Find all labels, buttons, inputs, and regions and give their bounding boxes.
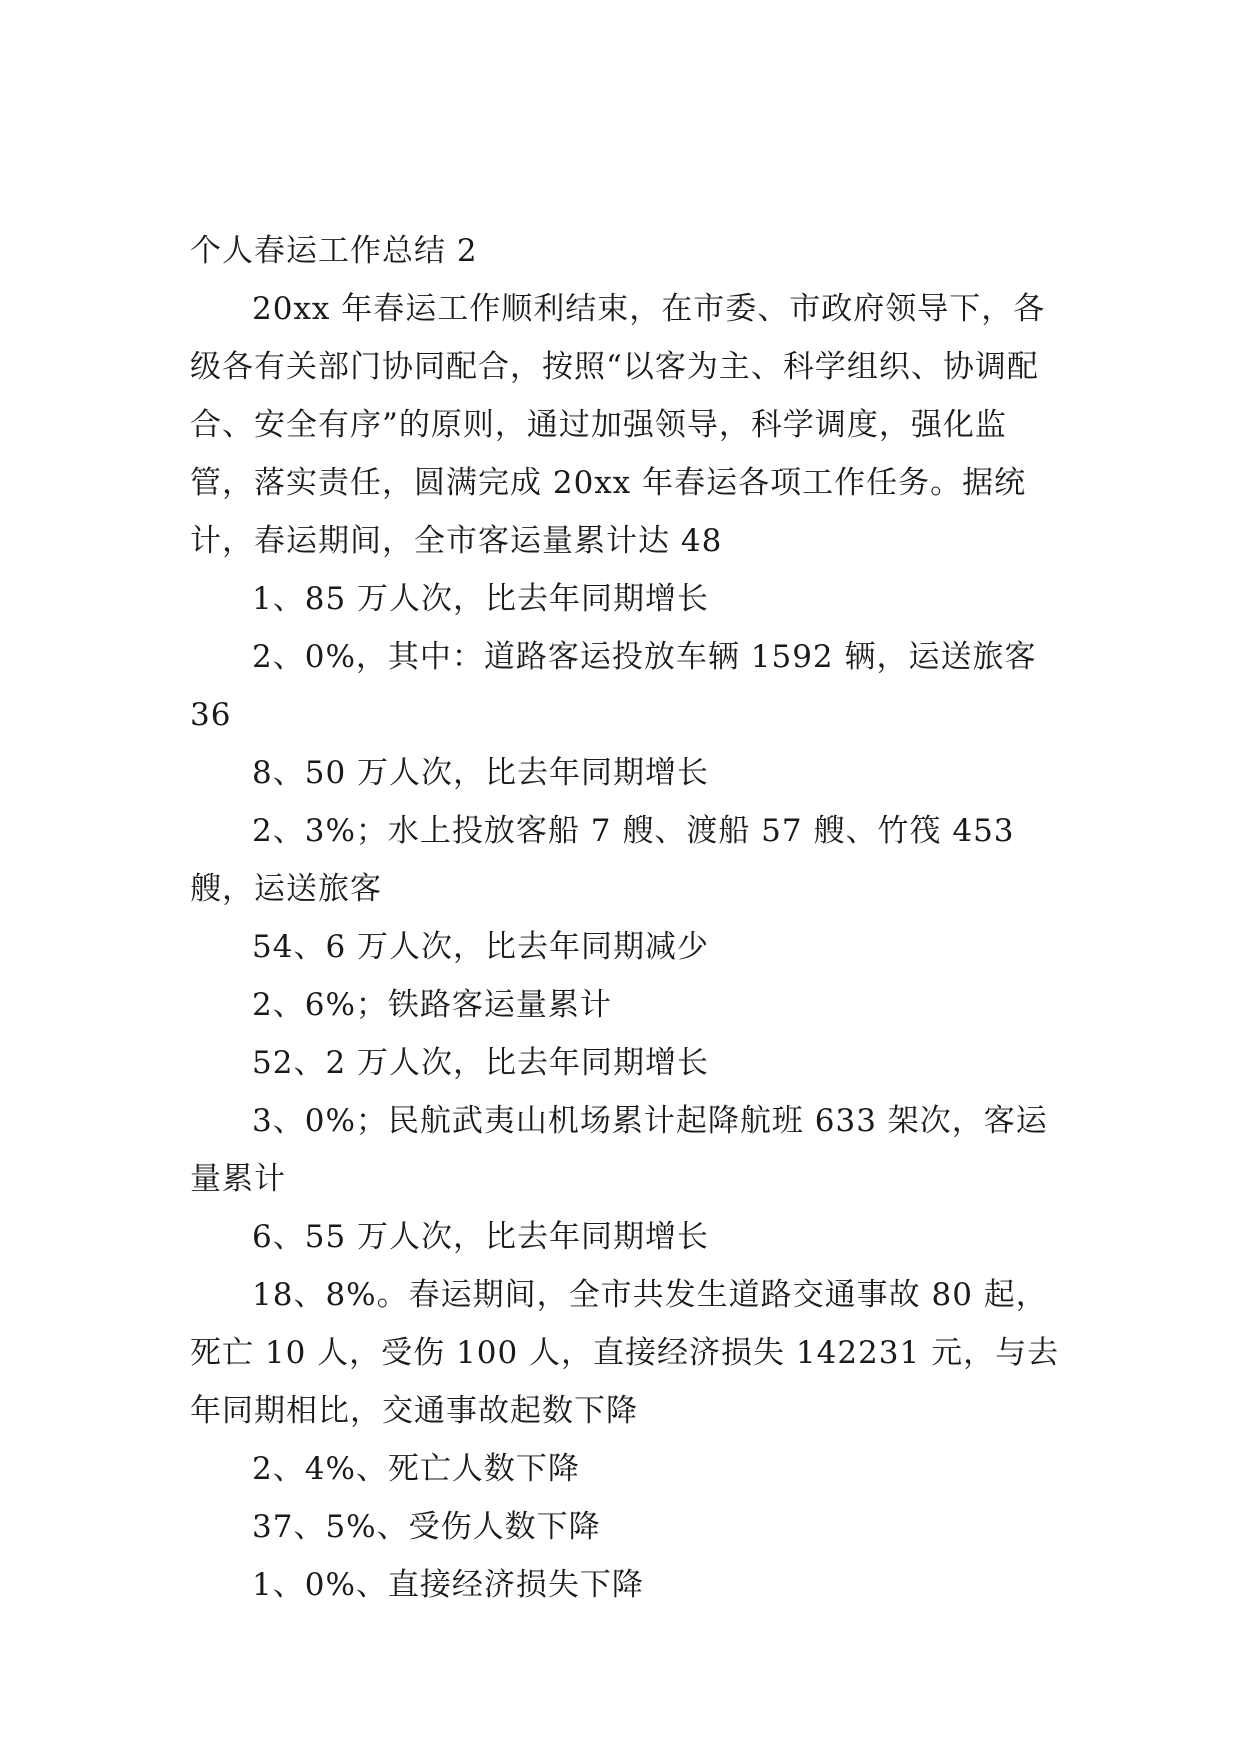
document-body [190, 222, 1070, 1614]
paragraph: 2、3%；水上投放客船 7 艘、渡船 57 艘、竹筏 453 艘，运送旅客 [190, 813, 1015, 907]
paragraph: 8、50 万人次，比去年同期增长 [252, 755, 710, 791]
document-title: 个人春运工作总结 2 [190, 233, 478, 269]
paragraph: 1、0%、直接经济损失下降 [252, 1567, 644, 1603]
paragraph: 54、6 万人次，比去年同期减少 [252, 929, 710, 965]
paragraph: 20xx 年春运工作顺利结束，在市委、市政府领导下，各级各有关部门协同配合，按照“以客为主、科学组织、协调配合、安全有序”的原则，通过加强领导，科学调度，强化监管，落实责任，圆满完成 20xx 年春运各项工作任务。据统计，春运期间，全市客运量累计达 48 [190, 291, 1046, 559]
paragraph: 52、2 万人次，比去年同期增长 [252, 1045, 710, 1081]
paragraph: 3、0%；民航武夷山机场累计起降航班 633 架次，客运量累计 [190, 1103, 1048, 1197]
paragraph: 18、8%。春运期间，全市共发生道路交通事故 80 起，死亡 10 人，受伤 100 人，直接经济损失 142231 元，与去年同期相比，交通事故起数下降 [190, 1277, 1060, 1429]
paragraph: 2、4%、死亡人数下降 [252, 1451, 580, 1487]
paragraph: 2、0%，其中：道路客运投放车辆 1592 辆，运送旅客 36 [190, 639, 1037, 733]
paragraph: 6、55 万人次，比去年同期增长 [252, 1219, 710, 1255]
paragraph: 2、6%；铁路客运量累计 [252, 987, 612, 1023]
paragraph: 37、5%、受伤人数下降 [252, 1509, 601, 1545]
paragraph: 1、85 万人次，比去年同期增长 [252, 581, 710, 617]
